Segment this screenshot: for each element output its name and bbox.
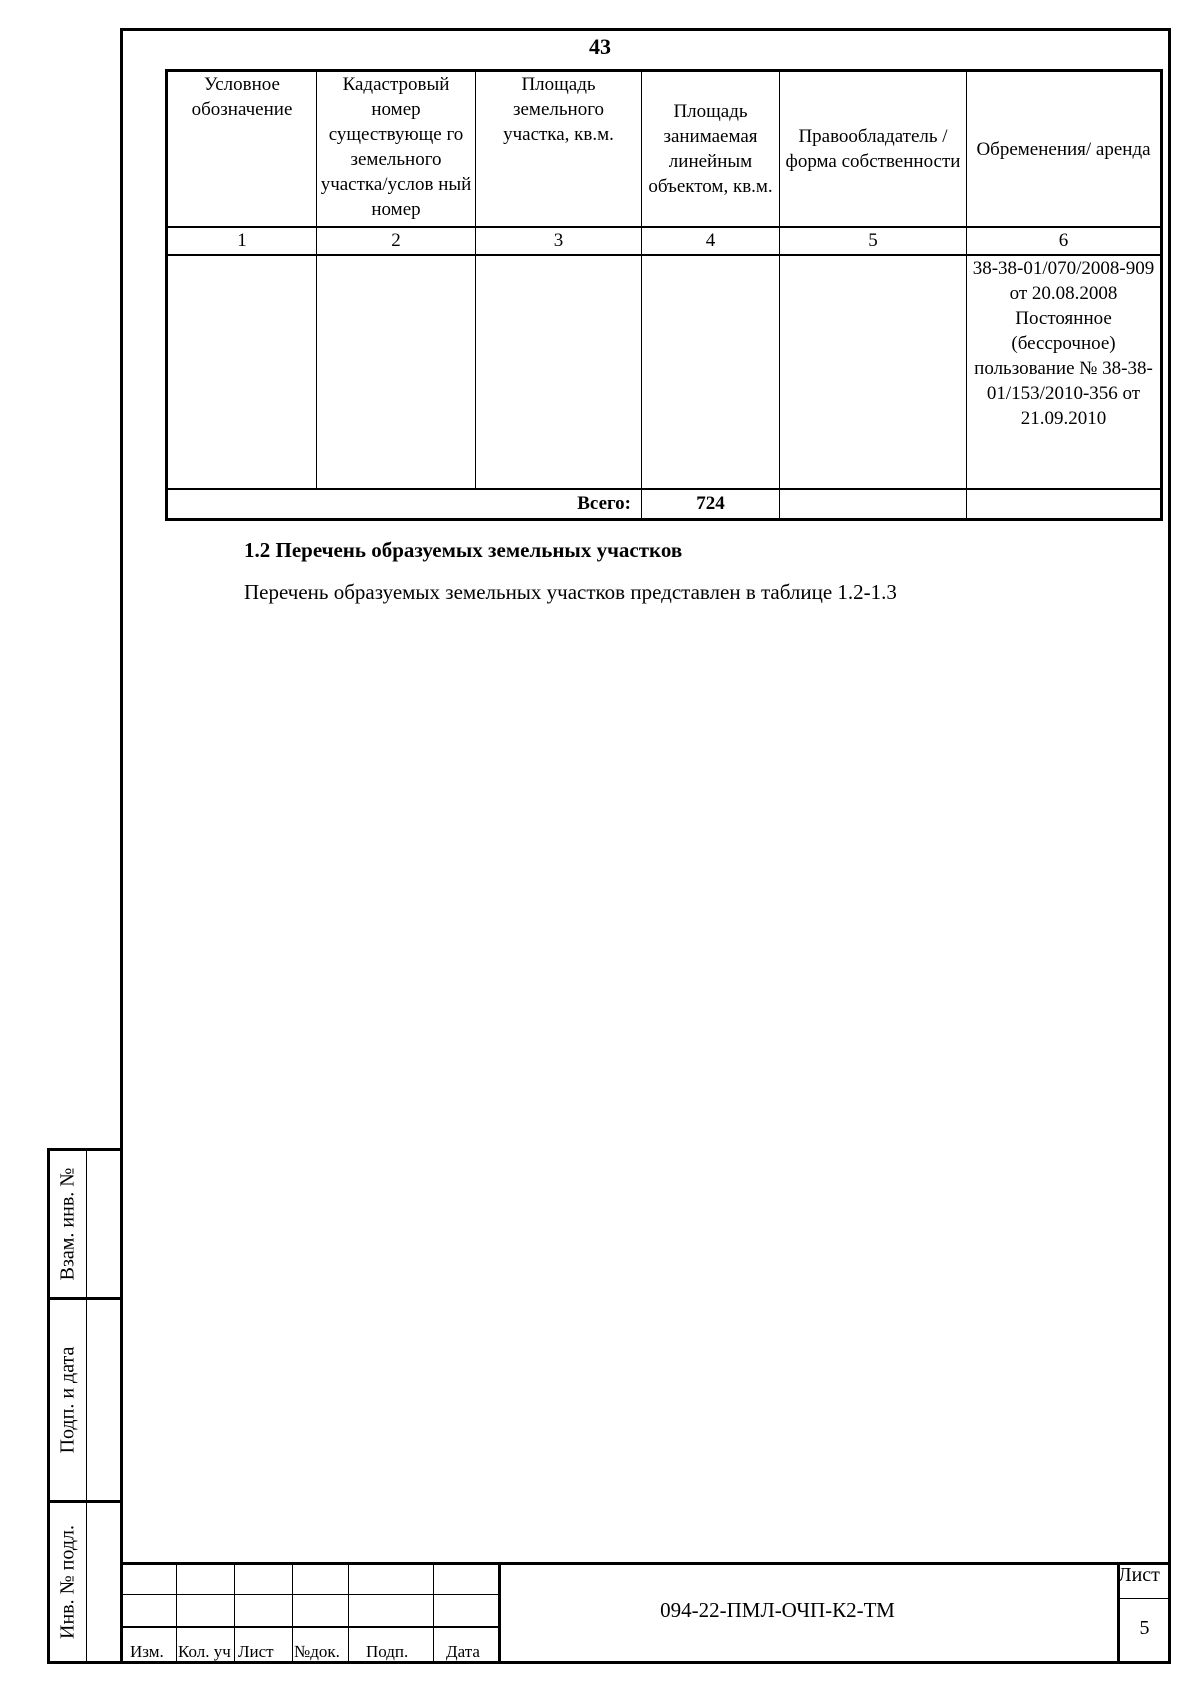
page-number: 43 (589, 34, 611, 59)
table-row (167, 255, 1162, 489)
table-cell (780, 489, 967, 520)
encumbrance-cell: 38-38-01/070/2008-909 от 20.08.2008 Постоянное (бессрочное) пользование № 38-38-01/153/2010-356 от 21.09.2010 (967, 255, 1162, 489)
column-number: 4 (642, 227, 780, 255)
header-cell: Кадастровый номер существующе го земельного участка/услов ный номер (317, 71, 476, 228)
section-text: Перечень образуемых земельных участков представлен в таблице 1.2-1.3 (244, 580, 897, 604)
title-label: №док. (294, 1642, 340, 1661)
header-cell: Обременения/ аренда (967, 71, 1162, 228)
header-cell: Площадь земельного участка, кв.м. (476, 71, 642, 228)
sheet-label: Лист (1118, 1564, 1160, 1586)
total-label: Всего: (167, 489, 642, 520)
side-stamp-label: Инв. № подл. (56, 1525, 79, 1639)
table-cell (780, 255, 967, 489)
title-label: Дата (446, 1642, 480, 1661)
sheet-number: 5 (1139, 1617, 1150, 1639)
column-number-row (167, 227, 1162, 255)
title-label: Подп. (366, 1642, 409, 1661)
header-cell: Правообладатель / форма собственности (780, 71, 967, 228)
side-stamp-inv (47, 1500, 121, 1664)
table-cell (642, 255, 780, 489)
table-cell (476, 255, 642, 489)
side-stamp-label: Подп. и дата (56, 1346, 79, 1454)
column-number: 5 (780, 227, 967, 255)
section-heading: 1.2 Перечень образуемых земельных участков (244, 538, 683, 562)
column-number: 6 (967, 227, 1162, 255)
column-number: 1 (167, 227, 317, 255)
title-label: Кол. уч (178, 1642, 231, 1661)
header-cell: Площадь занимаемая линейным объектом, кв.м. (642, 71, 780, 228)
document-code: 094-22-ПМЛ-ОЧП-К2-ТМ (660, 1598, 895, 1622)
title-label: Изм. (130, 1642, 164, 1661)
column-number: 3 (476, 227, 642, 255)
side-stamp-vzam (47, 1148, 121, 1300)
table-cell (167, 255, 317, 489)
table-cell (317, 255, 476, 489)
table-cell (967, 489, 1162, 520)
header-cell: Условное обозначение (167, 71, 317, 228)
title-block (120, 1562, 1171, 1664)
total-value: 724 (642, 489, 780, 520)
side-stamp-podp (47, 1297, 121, 1503)
title-label: Лист (238, 1642, 274, 1661)
side-stamp-label: Взам. инв. № (56, 1167, 79, 1281)
table-header-row (167, 71, 1162, 228)
land-plots-table (165, 69, 1163, 521)
column-number: 2 (317, 227, 476, 255)
total-row (167, 489, 1162, 520)
